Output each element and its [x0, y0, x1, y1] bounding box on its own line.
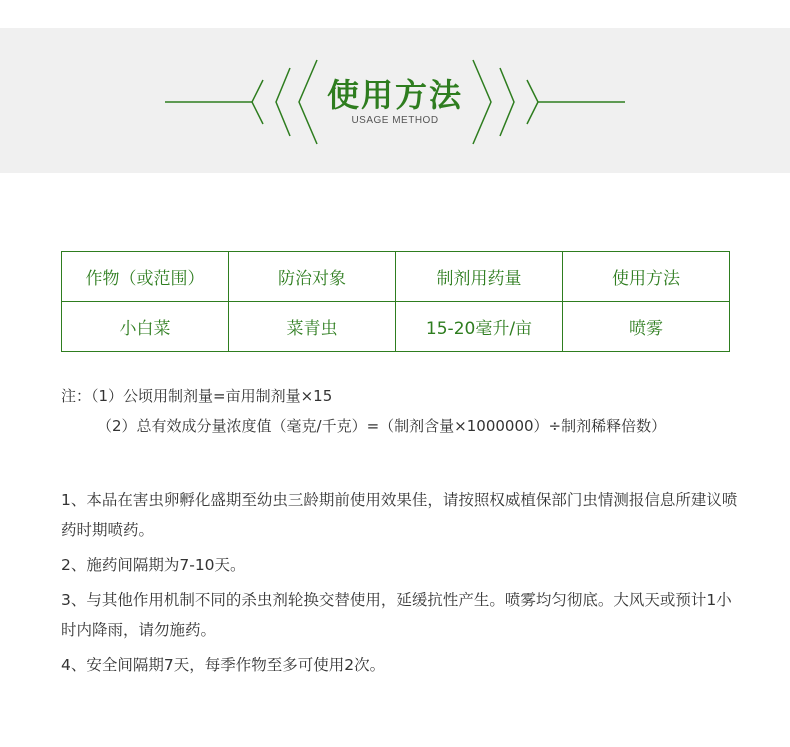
table-header-row — [62, 252, 730, 302]
table-cell-crop: 小白菜 — [62, 302, 229, 352]
table-cell-method: 喷雾 — [563, 302, 730, 352]
list-item: 2、施药间隔期为7-10天。 — [61, 556, 246, 574]
note-line: 注：（1）公顷用制剂量=亩用制剂量×15 — [61, 387, 333, 405]
table-cell-target: 菜青虫 — [229, 302, 396, 352]
list-item: 3、与其他作用机制不同的杀虫剂轮换交替使用，延缓抗性产生。喷雾均匀彻底。大风天或预计1小时内降雨，请勿施药。 — [61, 591, 732, 639]
header-banner — [0, 28, 790, 173]
page-subtitle: USAGE METHOD — [351, 115, 439, 126]
usage-table — [61, 251, 730, 352]
notes-section — [61, 385, 761, 445]
note-line: （2）总有效成分量浓度值（毫克/千克）=（制剂含量×1000000）÷制剂稀释倍数） — [97, 417, 667, 435]
table-header-cell: 作物（或范围） — [62, 252, 229, 302]
table-cell-dosage: 15-20毫升/亩 — [396, 302, 563, 352]
table-header-cell: 使用方法 — [563, 252, 730, 302]
table-header-cell: 制剂用药量 — [396, 252, 563, 302]
list-item: 4、安全间隔期7天，每季作物至多可使用2次。 — [61, 656, 386, 674]
instructions-list — [61, 485, 741, 685]
table-header-cell: 防治对象 — [229, 252, 396, 302]
table-row — [62, 302, 730, 352]
list-item: 1、本品在害虫卵孵化盛期至幼虫三龄期前使用效果佳，请按照权威植保部门虫情测报信息所建议喷药时期喷药。 — [61, 491, 738, 539]
page-title: 使用方法 — [326, 76, 463, 114]
